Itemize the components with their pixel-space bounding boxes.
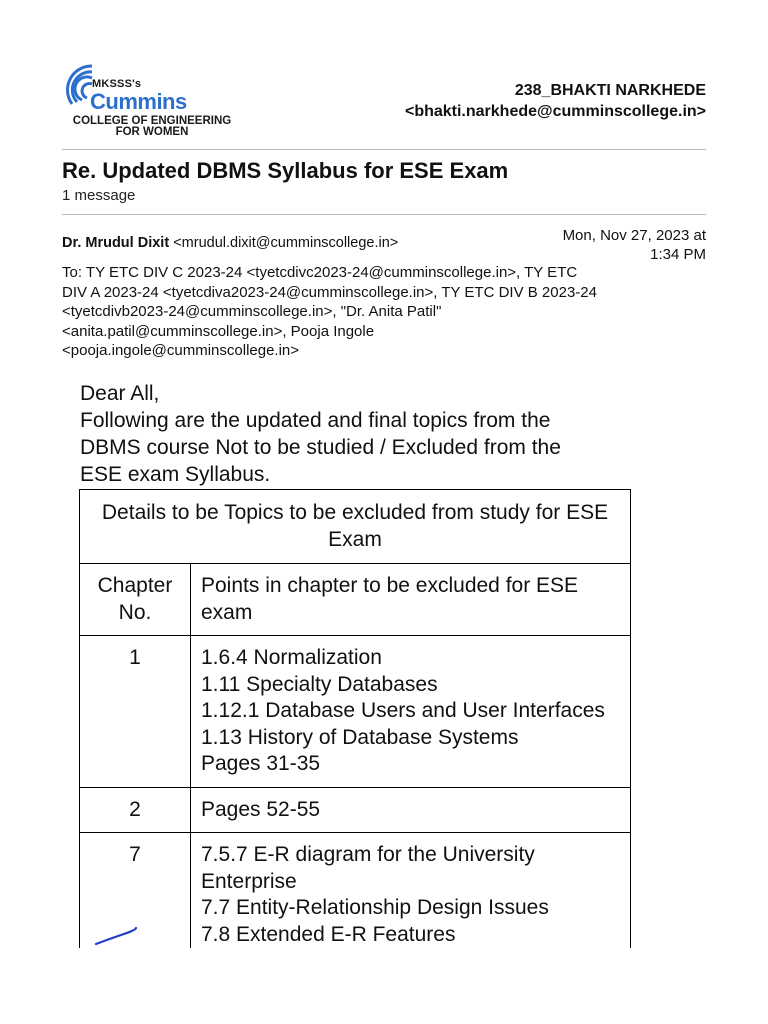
logo-org: MKSSS's	[92, 78, 142, 90]
recipients-line: To: TY ETC DIV C 2023-24 <tyetcdivc2023-24@cumminscollege.in>, TY ETC	[62, 264, 578, 281]
recipients	[62, 263, 712, 361]
recipients-line: DIV A 2023-24 <tyetcdiva2023-24@cumminscollege.in>, TY ETC DIV B 2023-24	[62, 283, 597, 301]
col-header-chapter	[80, 564, 191, 636]
col-header-chapter-line: No.	[118, 600, 152, 624]
points-cell	[191, 787, 631, 833]
body-line: Following are the updated and final topics from the	[80, 409, 551, 432]
col-header-chapter-line: Chapter	[97, 574, 173, 597]
account-info	[405, 80, 706, 122]
message-count: 1 message	[62, 187, 136, 204]
point-item: 7.7 Entity-Relationship Design Issues	[201, 896, 549, 919]
point-item: 1.12.1 Database Users and User Interfaces	[201, 699, 605, 722]
point-item: 7.8 Extended E-R Features	[201, 922, 456, 946]
email-subject: Re. Updated DBMS Syllabus for ESE Exam	[62, 158, 509, 183]
logo-line2: FOR WOMEN	[115, 126, 189, 138]
message-body	[80, 380, 680, 488]
college-logo	[54, 58, 250, 148]
col-header-points: Points in chapter to be excluded for ESE exam	[191, 564, 631, 636]
chapter-cell: 7	[80, 833, 191, 949]
chapter-cell: 2	[80, 787, 191, 833]
sender	[62, 235, 398, 251]
point-item: Pages 52-55	[201, 797, 321, 821]
excluded-topics-table	[79, 489, 631, 948]
pen-mark-icon	[94, 924, 140, 948]
body-line: ESE exam Syllabus.	[80, 463, 271, 486]
recipients-line: <anita.patil@cumminscollege.in>, Pooja Ingole	[62, 322, 375, 340]
account-name: 238_BHAKTI NARKHEDE	[514, 82, 706, 99]
point-item: 1.6.4 Normalization	[201, 646, 382, 669]
sender-email[interactable]: <mrudul.dixit@cumminscollege.in>	[173, 235, 399, 251]
points-cell	[191, 636, 631, 788]
chapter-cell: 1	[80, 636, 191, 788]
table-title: Details to be Topics to be excluded from study for ESE Exam	[80, 490, 631, 564]
date-line2: 1:34 PM	[650, 246, 706, 263]
point-item: 1.11 Specialty Databases	[201, 672, 438, 696]
sender-name[interactable]: Dr. Mrudul Dixit	[62, 235, 170, 251]
logo-college	[54, 116, 250, 138]
logo-line1: COLLEGE OF ENGINEERING	[72, 115, 232, 127]
date-line1: Mon, Nov 27, 2023 at	[562, 227, 706, 244]
points-cell	[191, 833, 631, 949]
body-line: DBMS course Not to be studied / Excluded from the	[80, 436, 561, 459]
point-item: Pages 31-35	[201, 752, 321, 775]
recipients-line: <tyetcdivb2023-24@cumminscollege.in>, "Dr. Anita Patil"	[62, 303, 442, 320]
recipients-line: <pooja.ingole@cumminscollege.in>	[62, 342, 300, 359]
subject-divider	[62, 214, 706, 215]
logo-name: Cummins	[90, 89, 187, 114]
body-line: Dear All,	[80, 382, 160, 405]
email-date	[516, 226, 706, 264]
point-item: 7.5.7 E-R diagram for the University Enterprise	[201, 843, 535, 893]
header-divider	[62, 149, 706, 150]
account-email: <bhakti.narkhede@cumminscollege.in>	[404, 103, 706, 120]
point-item: 1.13 History of Database Systems	[201, 725, 519, 749]
